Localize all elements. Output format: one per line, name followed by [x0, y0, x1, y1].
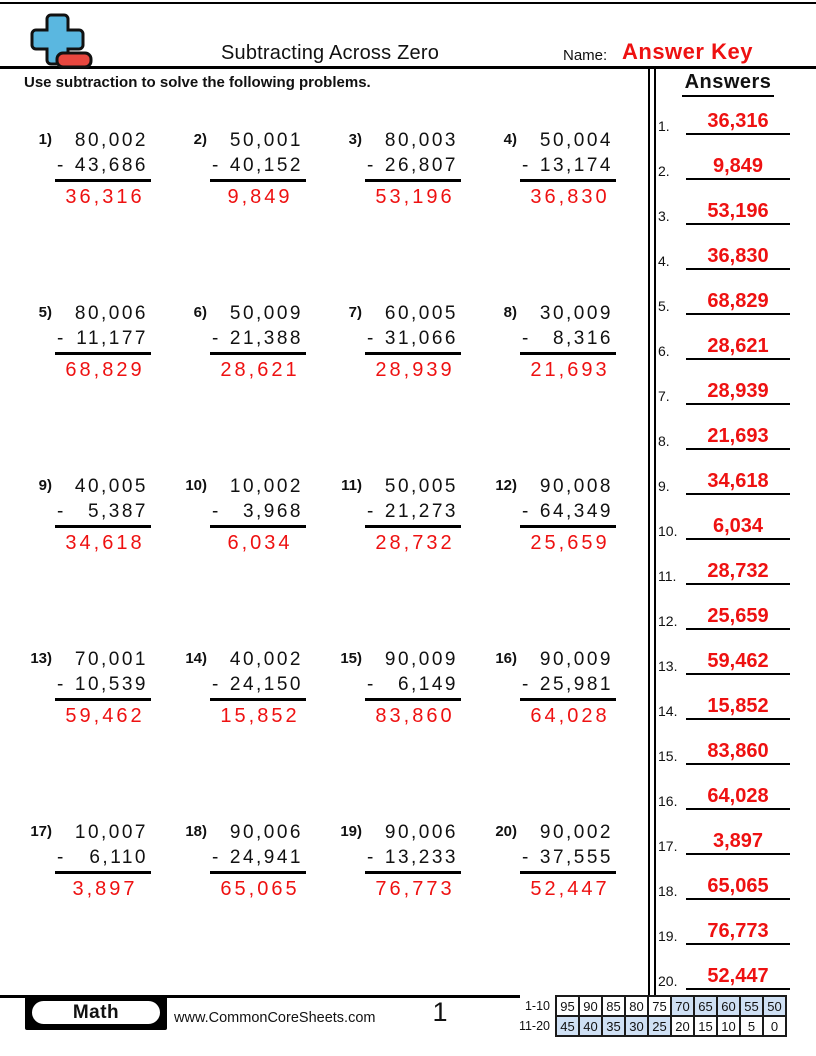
answers-list — [656, 90, 800, 990]
answer-value: 76,773 — [686, 921, 790, 945]
answers-column-divider — [648, 69, 656, 996]
problem-number-label: 15) — [340, 650, 362, 667]
answer-row — [656, 315, 800, 360]
subtrahend: 64,349 — [539, 501, 613, 522]
answer-value: 28,939 — [686, 381, 790, 405]
answer-value: 25,659 — [686, 606, 790, 630]
minus-sign: - — [522, 847, 529, 868]
score-grid-cell: 50 — [763, 996, 786, 1016]
answer-value: 3,897 — [686, 831, 790, 855]
answers-header: Answers — [682, 71, 775, 97]
minus-sign: - — [522, 501, 529, 522]
problem-body — [55, 301, 151, 383]
problem-answer: 59,462 — [65, 705, 145, 727]
subtrahend: 21,273 — [384, 501, 458, 522]
subtraction-problem — [489, 647, 644, 820]
answer-row — [656, 495, 800, 540]
minuend: 10,002 — [229, 476, 303, 497]
subtrahend: 13,174 — [539, 155, 613, 176]
instruction-text: Use subtraction to solve the following problems. — [24, 74, 371, 91]
problem-answer: 52,447 — [530, 878, 610, 900]
subtrahend: 21,388 — [229, 328, 303, 349]
subtraction-problem — [334, 301, 489, 474]
subtrahend-row — [55, 672, 151, 701]
problem-answer: 83,860 — [375, 705, 455, 727]
subtraction-problem — [24, 301, 179, 474]
minuend: 80,006 — [74, 303, 148, 324]
answer-number: 8. — [658, 433, 670, 449]
minus-sign: - — [57, 847, 64, 868]
subtrahend: 5,387 — [87, 501, 148, 522]
minus-sign: - — [367, 328, 374, 349]
answer-row — [656, 810, 800, 855]
minuend: 90,009 — [384, 649, 458, 670]
answer-row — [656, 90, 800, 135]
subtraction-problem — [24, 474, 179, 647]
problem-number-label: 11) — [341, 477, 362, 494]
answer-value: 83,860 — [686, 741, 790, 765]
score-grid-cell: 30 — [625, 1016, 648, 1036]
minus-sign: - — [212, 501, 219, 522]
minus-sign: - — [57, 328, 64, 349]
answer-row — [656, 585, 800, 630]
minus-sign: - — [57, 155, 64, 176]
problem-number-label: 17) — [30, 823, 52, 840]
answer-row — [656, 720, 800, 765]
problem-answer: 3,897 — [72, 878, 138, 900]
subtraction-problem — [24, 128, 179, 301]
answer-number: 14. — [658, 703, 678, 719]
answer-value: 28,621 — [686, 336, 790, 360]
answer-number: 17. — [658, 838, 678, 854]
minuend: 40,002 — [229, 649, 303, 670]
answer-row — [656, 945, 800, 990]
answer-value: 65,065 — [686, 876, 790, 900]
problem-body — [210, 820, 306, 902]
subtrahend-row — [520, 499, 616, 528]
answer-number: 4. — [658, 253, 670, 269]
subtrahend: 37,555 — [539, 847, 613, 868]
score-grid-cell: 70 — [671, 996, 694, 1016]
problem-number-label: 6) — [193, 304, 207, 321]
score-grid-cell: 40 — [579, 1016, 602, 1036]
score-grid-cell: 75 — [648, 996, 671, 1016]
subtrahend-row — [210, 499, 306, 528]
problem-body — [520, 474, 616, 556]
plus-minus-logo-icon — [24, 12, 96, 75]
problem-answer: 53,196 — [375, 186, 455, 208]
problem-body — [210, 301, 306, 383]
answer-number: 12. — [658, 613, 678, 629]
answer-value: 28,732 — [686, 561, 790, 585]
answer-row — [656, 855, 800, 900]
problem-body — [55, 647, 151, 729]
answer-number: 5. — [658, 298, 670, 314]
minus-sign: - — [367, 501, 374, 522]
problem-answer: 36,316 — [65, 186, 145, 208]
subtrahend: 6,149 — [397, 674, 458, 695]
subtraction-problem — [489, 301, 644, 474]
subtraction-problem — [334, 647, 489, 820]
subtrahend-row — [210, 672, 306, 701]
subtrahend: 43,686 — [74, 155, 148, 176]
problem-answer: 28,732 — [375, 532, 455, 554]
problem-number-label: 19) — [340, 823, 362, 840]
subtrahend-row — [520, 672, 616, 701]
subtraction-problem — [489, 820, 644, 993]
problem-answer: 28,939 — [375, 359, 455, 381]
answer-row — [656, 180, 800, 225]
subtrahend-row — [520, 153, 616, 182]
minus-sign: - — [367, 155, 374, 176]
problem-answer: 15,852 — [220, 705, 300, 727]
answer-number: 7. — [658, 388, 670, 404]
answer-value: 34,618 — [686, 471, 790, 495]
answer-value: 59,462 — [686, 651, 790, 675]
problem-number-label: 16) — [495, 650, 517, 667]
subtraction-problem — [179, 301, 334, 474]
subtrahend: 11,177 — [76, 328, 148, 349]
score-grid-cell: 80 — [625, 996, 648, 1016]
minuend: 10,007 — [74, 822, 148, 843]
score-grid-cell: 95 — [556, 996, 579, 1016]
problem-answer: 65,065 — [220, 878, 300, 900]
problem-body — [55, 128, 151, 210]
problem-answer: 25,659 — [530, 532, 610, 554]
score-grid-cell: 5 — [740, 1016, 763, 1036]
subtrahend-row — [365, 845, 461, 874]
minus-sign: - — [57, 501, 64, 522]
problem-answer: 64,028 — [530, 705, 610, 727]
answer-number: 10. — [658, 523, 678, 539]
answer-row — [656, 765, 800, 810]
subtrahend: 10,539 — [74, 674, 148, 695]
subtraction-problem — [24, 820, 179, 993]
problem-body — [210, 647, 306, 729]
score-grid-cell: 85 — [602, 996, 625, 1016]
problem-answer: 34,618 — [65, 532, 145, 554]
answer-number: 20. — [658, 973, 678, 989]
subtrahend: 24,150 — [229, 674, 303, 695]
subtrahend-row — [520, 326, 616, 355]
problem-number-label: 5) — [38, 304, 52, 321]
score-grid-cell: 15 — [694, 1016, 717, 1036]
answer-number: 15. — [658, 748, 678, 764]
problem-body — [365, 647, 461, 729]
problem-number-label: 9) — [38, 477, 52, 494]
page-number: 1 — [432, 997, 448, 1027]
subject-pill — [30, 999, 162, 1026]
subtrahend: 24,941 — [229, 847, 303, 868]
minuend: 70,001 — [74, 649, 148, 670]
problem-number-label: 18) — [185, 823, 207, 840]
answer-value: 21,693 — [686, 426, 790, 450]
problem-body — [520, 301, 616, 383]
minus-sign: - — [57, 674, 64, 695]
minuend: 90,006 — [384, 822, 458, 843]
minuend: 60,005 — [384, 303, 458, 324]
answer-value: 6,034 — [686, 516, 790, 540]
minus-sign: - — [367, 847, 374, 868]
answer-number: 2. — [658, 163, 670, 179]
problem-number-label: 14) — [185, 650, 207, 667]
problem-answer: 28,621 — [220, 359, 300, 381]
problem-number-label: 7) — [348, 304, 362, 321]
minus-sign: - — [522, 155, 529, 176]
problem-body — [365, 128, 461, 210]
score-grid-range-label: 1-10 — [524, 999, 550, 1013]
problem-body — [365, 474, 461, 556]
problem-body — [55, 820, 151, 902]
score-grid-cell: 55 — [740, 996, 763, 1016]
answer-value: 53,196 — [686, 201, 790, 225]
problem-answer: 68,829 — [65, 359, 145, 381]
problem-body — [210, 128, 306, 210]
score-grid-cell: 65 — [694, 996, 717, 1016]
score-grid-row — [514, 996, 786, 1016]
minuend: 90,006 — [229, 822, 303, 843]
subtrahend: 26,807 — [384, 155, 458, 176]
answer-value: 52,447 — [686, 966, 790, 990]
subtraction-problem — [24, 647, 179, 820]
subtrahend-row — [210, 845, 306, 874]
score-grid-cell: 60 — [717, 996, 740, 1016]
subtrahend: 31,066 — [384, 328, 458, 349]
subtrahend-row — [55, 845, 151, 874]
problem-body — [520, 128, 616, 210]
minuend: 80,002 — [74, 130, 148, 151]
problem-answer: 6,034 — [227, 532, 293, 554]
score-grid-range-label: 11-20 — [518, 1019, 550, 1033]
minuend: 90,008 — [539, 476, 613, 497]
subtrahend: 40,152 — [229, 155, 303, 176]
subtrahend: 13,233 — [384, 847, 458, 868]
minuend: 50,005 — [384, 476, 458, 497]
problem-answer: 36,830 — [530, 186, 610, 208]
subtrahend-row — [365, 153, 461, 182]
score-grid-cell: 10 — [717, 1016, 740, 1036]
score-grid-cell: 90 — [579, 996, 602, 1016]
problem-answer: 21,693 — [530, 359, 610, 381]
subtrahend-row — [55, 326, 151, 355]
answer-row — [656, 540, 800, 585]
minuend: 90,002 — [539, 822, 613, 843]
problem-body — [210, 474, 306, 556]
problem-body — [520, 820, 616, 902]
name-label: Name: — [563, 47, 608, 64]
minuend: 50,001 — [229, 130, 303, 151]
header-rule — [0, 66, 816, 69]
problem-number-label: 4) — [503, 131, 517, 148]
answer-row — [656, 450, 800, 495]
problem-number-label: 13) — [30, 650, 52, 667]
subtrahend-row — [520, 845, 616, 874]
problem-number-label: 2) — [193, 131, 207, 148]
subtrahend: 3,968 — [242, 501, 303, 522]
problem-body — [55, 474, 151, 556]
score-grid-cell: 45 — [556, 1016, 579, 1036]
minuend: 80,003 — [384, 130, 458, 151]
answer-number: 18. — [658, 883, 678, 899]
page-number-wrap — [380, 997, 500, 1028]
answer-number: 11. — [658, 568, 677, 584]
minus-sign: - — [522, 328, 529, 349]
minus-sign: - — [212, 155, 219, 176]
answer-value: 36,316 — [686, 111, 790, 135]
minus-sign: - — [522, 674, 529, 695]
subtrahend-row — [365, 499, 461, 528]
problem-number-label: 1) — [38, 131, 52, 148]
subtrahend-row — [55, 499, 151, 528]
problem-number-label: 3) — [348, 131, 362, 148]
minuend: 90,009 — [539, 649, 613, 670]
answer-value: 68,829 — [686, 291, 790, 315]
score-grid-cell: 35 — [602, 1016, 625, 1036]
problem-number-label: 8) — [503, 304, 517, 321]
top-rule — [0, 2, 816, 4]
answer-row — [656, 405, 800, 450]
answer-value: 64,028 — [686, 786, 790, 810]
problem-answer: 76,773 — [375, 878, 455, 900]
subject-label: Math — [72, 1001, 120, 1023]
page-title: Subtracting Across Zero — [220, 42, 440, 64]
minus-sign: - — [367, 674, 374, 695]
score-grid-cell: 20 — [671, 1016, 694, 1036]
answer-number: 19. — [658, 928, 678, 944]
problem-body — [365, 820, 461, 902]
subtraction-problem — [489, 128, 644, 301]
subtrahend: 6,110 — [89, 847, 148, 868]
subtrahend-row — [210, 326, 306, 355]
answer-value: 36,830 — [686, 246, 790, 270]
answer-key-label: Answer Key — [622, 39, 753, 64]
subtrahend-row — [365, 326, 461, 355]
score-grid-cell: 0 — [763, 1016, 786, 1036]
subtraction-problem — [179, 820, 334, 993]
subtrahend-row — [210, 153, 306, 182]
subtraction-problem — [179, 647, 334, 820]
subtrahend-row — [365, 672, 461, 701]
answer-number: 9. — [658, 478, 670, 494]
minuend: 50,009 — [229, 303, 303, 324]
subtraction-problem — [334, 474, 489, 647]
answer-number: 1. — [658, 118, 670, 134]
answer-value: 15,852 — [686, 696, 790, 720]
problem-number-label: 10) — [185, 477, 207, 494]
problem-number-label: 20) — [495, 823, 517, 840]
subtraction-problem — [334, 128, 489, 301]
subtrahend: 25,981 — [539, 674, 613, 695]
answer-row — [656, 630, 800, 675]
score-grid-cell: 25 — [648, 1016, 671, 1036]
answer-row — [656, 675, 800, 720]
subtraction-problem — [179, 128, 334, 301]
score-grid-row — [514, 1016, 786, 1036]
subtraction-problem — [334, 820, 489, 993]
minuend: 50,004 — [539, 130, 613, 151]
problems-grid — [24, 128, 648, 993]
answer-row — [656, 270, 800, 315]
subtrahend-row — [55, 153, 151, 182]
minus-sign: - — [212, 674, 219, 695]
subtraction-problem — [179, 474, 334, 647]
problem-body — [520, 647, 616, 729]
website-text: www.CommonCoreSheets.com — [174, 1010, 376, 1026]
answer-number: 3. — [658, 208, 670, 224]
answer-number: 16. — [658, 793, 678, 809]
answer-row — [656, 360, 800, 405]
answer-row — [656, 225, 800, 270]
answer-row — [656, 135, 800, 180]
problem-answer: 9,849 — [227, 186, 293, 208]
subtraction-problem — [489, 474, 644, 647]
problem-number-label: 12) — [495, 477, 517, 494]
subject-badge — [25, 995, 167, 1030]
answer-value: 9,849 — [686, 156, 790, 180]
answer-number: 6. — [658, 343, 670, 359]
answer-number: 13. — [658, 658, 678, 674]
answer-row — [656, 900, 800, 945]
minuend: 30,009 — [539, 303, 613, 324]
subtrahend: 8,316 — [552, 328, 613, 349]
minuend: 40,005 — [74, 476, 148, 497]
minus-sign: - — [212, 328, 219, 349]
score-grid — [514, 995, 787, 1037]
minus-sign: - — [212, 847, 219, 868]
problem-body — [365, 301, 461, 383]
